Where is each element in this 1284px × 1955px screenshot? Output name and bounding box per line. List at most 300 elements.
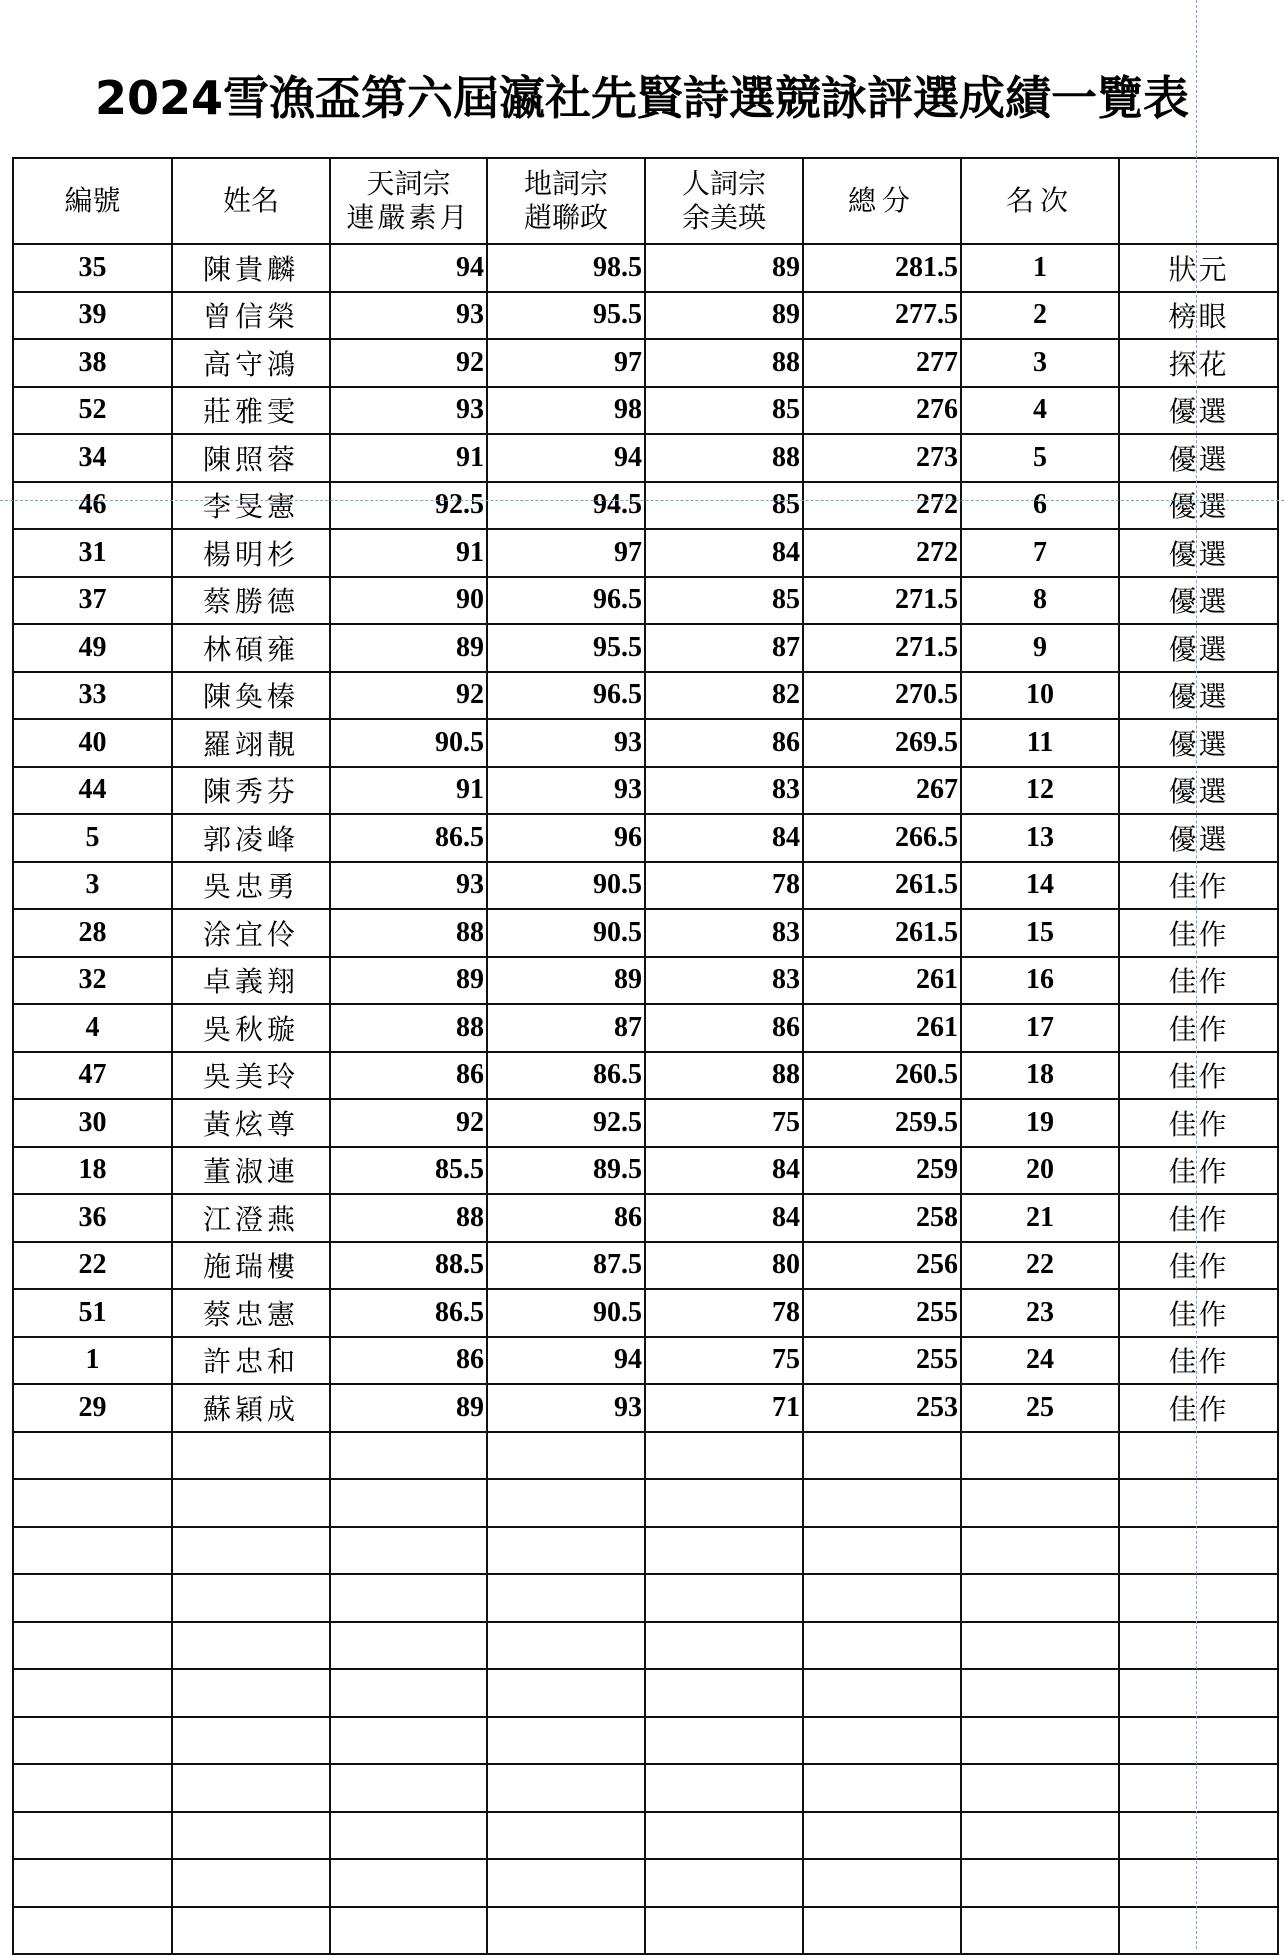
cell-rank: 8 <box>961 577 1119 625</box>
table-row <box>13 434 1278 482</box>
empty-cell <box>172 1859 330 1907</box>
cell-score-judge2: 94.5 <box>487 482 645 530</box>
cell-score-judge3: 89 <box>645 244 803 292</box>
cell-name: 莊雅雯 <box>172 387 330 435</box>
cell-score-judge3: 89 <box>645 292 803 340</box>
cell-name: 卓義翔 <box>172 957 330 1005</box>
cell-award: 優選 <box>1119 672 1278 720</box>
cell-id: 29 <box>13 1384 172 1432</box>
cell-score-judge1: 88 <box>330 1004 487 1052</box>
cell-id: 49 <box>13 624 172 672</box>
cell-award: 佳作 <box>1119 1337 1278 1385</box>
empty-cell <box>803 1669 961 1717</box>
cell-award: 優選 <box>1119 529 1278 577</box>
cell-score-judge1: 89 <box>330 957 487 1005</box>
empty-cell <box>645 1717 803 1765</box>
empty-cell <box>645 1574 803 1622</box>
cell-score-judge2: 93 <box>487 719 645 767</box>
cell-total: 271.5 <box>803 624 961 672</box>
cell-score-judge1: 91 <box>330 767 487 815</box>
empty-cell <box>803 1527 961 1575</box>
cell-award: 優選 <box>1119 482 1278 530</box>
cell-id: 30 <box>13 1099 172 1147</box>
empty-cell <box>13 1812 172 1860</box>
cell-award: 榜眼 <box>1119 292 1278 340</box>
cell-score-judge3: 84 <box>645 814 803 862</box>
cell-id: 34 <box>13 434 172 482</box>
cell-score-judge3: 78 <box>645 862 803 910</box>
cell-total: 259.5 <box>803 1099 961 1147</box>
cell-name: 羅翊靚 <box>172 719 330 767</box>
cell-total: 261 <box>803 957 961 1005</box>
empty-cell <box>13 1859 172 1907</box>
cell-score-judge3: 86 <box>645 719 803 767</box>
empty-cell <box>803 1479 961 1527</box>
empty-cell <box>330 1574 487 1622</box>
cell-id: 3 <box>13 862 172 910</box>
table-row <box>13 387 1278 435</box>
table-row <box>13 1384 1278 1432</box>
cell-score-judge1: 86.5 <box>330 1289 487 1337</box>
empty-cell <box>330 1527 487 1575</box>
table-row <box>13 577 1278 625</box>
header-award <box>1119 158 1278 244</box>
cell-score-judge1: 92 <box>330 339 487 387</box>
empty-cell <box>961 1432 1119 1480</box>
cell-score-judge3: 88 <box>645 339 803 387</box>
cell-total: 271.5 <box>803 577 961 625</box>
cell-score-judge3: 71 <box>645 1384 803 1432</box>
table-row <box>13 529 1278 577</box>
cell-id: 22 <box>13 1242 172 1290</box>
empty-cell <box>961 1717 1119 1765</box>
cell-score-judge2: 98.5 <box>487 244 645 292</box>
cell-score-judge1: 93 <box>330 292 487 340</box>
empty-cell <box>487 1669 645 1717</box>
empty-cell <box>330 1669 487 1717</box>
cell-score-judge3: 83 <box>645 767 803 815</box>
empty-cell <box>172 1432 330 1480</box>
cell-id: 35 <box>13 244 172 292</box>
cell-id: 39 <box>13 292 172 340</box>
header-judge2-name: 趙聯政 <box>523 201 608 234</box>
cell-total: 255 <box>803 1289 961 1337</box>
empty-cell <box>13 1527 172 1575</box>
cell-name: 曾信榮 <box>172 292 330 340</box>
empty-cell <box>172 1574 330 1622</box>
empty-cell <box>172 1764 330 1812</box>
cell-total: 266.5 <box>803 814 961 862</box>
cell-award: 優選 <box>1119 387 1278 435</box>
table-row <box>13 1337 1278 1385</box>
cell-name: 楊明杉 <box>172 529 330 577</box>
cell-rank: 11 <box>961 719 1119 767</box>
cell-id: 37 <box>13 577 172 625</box>
empty-cell <box>487 1574 645 1622</box>
cell-score-judge1: 94 <box>330 244 487 292</box>
table-row <box>13 1004 1278 1052</box>
cell-score-judge2: 93 <box>487 767 645 815</box>
cell-score-judge1: 93 <box>330 387 487 435</box>
table-row <box>13 1289 1278 1337</box>
cell-name: 涂宜伶 <box>172 909 330 957</box>
empty-cell <box>487 1527 645 1575</box>
cell-award: 佳作 <box>1119 1194 1278 1242</box>
header-id: 編號 <box>13 158 172 244</box>
empty-cell <box>172 1812 330 1860</box>
cell-score-judge1: 86.5 <box>330 814 487 862</box>
cell-id: 46 <box>13 482 172 530</box>
cell-score-judge1: 86 <box>330 1337 487 1385</box>
cell-name: 施瑞樓 <box>172 1242 330 1290</box>
cell-name: 蘇穎成 <box>172 1384 330 1432</box>
empty-cell <box>172 1669 330 1717</box>
cell-score-judge2: 89.5 <box>487 1147 645 1195</box>
cell-name: 陳貴麟 <box>172 244 330 292</box>
cell-score-judge3: 85 <box>645 577 803 625</box>
cell-id: 40 <box>13 719 172 767</box>
table-row <box>13 862 1278 910</box>
cell-score-judge1: 88 <box>330 1194 487 1242</box>
empty-cell <box>645 1859 803 1907</box>
cell-score-judge2: 94 <box>487 434 645 482</box>
cell-rank: 18 <box>961 1052 1119 1100</box>
cell-score-judge1: 92.5 <box>330 482 487 530</box>
empty-cell <box>961 1669 1119 1717</box>
cell-total: 272 <box>803 529 961 577</box>
cell-total: 267 <box>803 767 961 815</box>
cell-total: 259 <box>803 1147 961 1195</box>
table-row <box>13 1052 1278 1100</box>
cell-total: 277 <box>803 339 961 387</box>
table-row <box>13 292 1278 340</box>
cell-rank: 16 <box>961 957 1119 1005</box>
cell-score-judge3: 84 <box>645 1194 803 1242</box>
cell-name: 許忠和 <box>172 1337 330 1385</box>
cell-total: 260.5 <box>803 1052 961 1100</box>
cell-award: 佳作 <box>1119 1052 1278 1100</box>
cell-score-judge3: 88 <box>645 434 803 482</box>
cell-score-judge3: 85 <box>645 482 803 530</box>
cell-score-judge2: 96.5 <box>487 577 645 625</box>
cell-score-judge2: 87.5 <box>487 1242 645 1290</box>
cell-award: 優選 <box>1119 434 1278 482</box>
cell-rank: 22 <box>961 1242 1119 1290</box>
cell-score-judge1: 90 <box>330 577 487 625</box>
cell-score-judge1: 88 <box>330 909 487 957</box>
cell-total: 253 <box>803 1384 961 1432</box>
empty-cell <box>1119 1479 1278 1527</box>
cell-score-judge1: 86 <box>330 1052 487 1100</box>
table-row <box>13 339 1278 387</box>
cell-total: 258 <box>803 1194 961 1242</box>
empty-cell <box>803 1812 961 1860</box>
empty-cell <box>645 1479 803 1527</box>
cell-total: 256 <box>803 1242 961 1290</box>
header-judge1-name: 連嚴素月 <box>346 201 471 234</box>
cell-rank: 23 <box>961 1289 1119 1337</box>
table-row <box>13 482 1278 530</box>
cell-id: 18 <box>13 1147 172 1195</box>
header-judge3 <box>645 158 803 244</box>
empty-cell <box>330 1717 487 1765</box>
cell-total: 269.5 <box>803 719 961 767</box>
cell-award: 佳作 <box>1119 957 1278 1005</box>
empty-cell <box>803 1859 961 1907</box>
header-name: 姓名 <box>172 158 330 244</box>
cell-total: 255 <box>803 1337 961 1385</box>
empty-cell <box>645 1432 803 1480</box>
table-row <box>13 244 1278 292</box>
empty-table-row <box>13 1812 1278 1860</box>
empty-table-row <box>13 1764 1278 1812</box>
empty-cell <box>1119 1432 1278 1480</box>
empty-cell <box>13 1432 172 1480</box>
table-row <box>13 1147 1278 1195</box>
cell-name: 高守鴻 <box>172 339 330 387</box>
cell-rank: 14 <box>961 862 1119 910</box>
cell-score-judge3: 78 <box>645 1289 803 1337</box>
cell-award: 佳作 <box>1119 1384 1278 1432</box>
cell-award: 佳作 <box>1119 1099 1278 1147</box>
empty-table-row <box>13 1717 1278 1765</box>
empty-cell <box>330 1432 487 1480</box>
empty-cell <box>645 1669 803 1717</box>
cell-score-judge2: 93 <box>487 1384 645 1432</box>
header-judge2 <box>487 158 645 244</box>
cell-rank: 21 <box>961 1194 1119 1242</box>
cell-award: 佳作 <box>1119 1004 1278 1052</box>
cell-rank: 19 <box>961 1099 1119 1147</box>
cell-name: 林碩雍 <box>172 624 330 672</box>
empty-cell <box>330 1859 487 1907</box>
empty-cell <box>13 1669 172 1717</box>
cell-rank: 15 <box>961 909 1119 957</box>
empty-cell <box>172 1907 330 1955</box>
empty-cell <box>1119 1669 1278 1717</box>
cell-score-judge2: 92.5 <box>487 1099 645 1147</box>
cell-id: 32 <box>13 957 172 1005</box>
cell-score-judge1: 93 <box>330 862 487 910</box>
empty-cell <box>487 1764 645 1812</box>
empty-cell <box>330 1479 487 1527</box>
cell-award: 佳作 <box>1119 1289 1278 1337</box>
cell-score-judge1: 89 <box>330 1384 487 1432</box>
cell-total: 272 <box>803 482 961 530</box>
empty-cell <box>172 1717 330 1765</box>
empty-cell <box>330 1812 487 1860</box>
cell-award: 優選 <box>1119 719 1278 767</box>
guide-line-vertical <box>1196 0 1197 1949</box>
empty-cell <box>487 1907 645 1955</box>
header-judge3-name: 余美瑛 <box>681 201 766 234</box>
empty-cell <box>961 1812 1119 1860</box>
cell-score-judge2: 95.5 <box>487 624 645 672</box>
cell-score-judge1: 91 <box>330 529 487 577</box>
empty-cell <box>13 1717 172 1765</box>
table-row <box>13 909 1278 957</box>
empty-cell <box>645 1764 803 1812</box>
cell-score-judge2: 96.5 <box>487 672 645 720</box>
table-row <box>13 1242 1278 1290</box>
empty-cell <box>172 1622 330 1670</box>
cell-score-judge3: 87 <box>645 624 803 672</box>
cell-score-judge2: 94 <box>487 1337 645 1385</box>
cell-award: 優選 <box>1119 577 1278 625</box>
cell-score-judge3: 85 <box>645 387 803 435</box>
cell-award: 佳作 <box>1119 862 1278 910</box>
table-row <box>13 719 1278 767</box>
cell-score-judge2: 97 <box>487 339 645 387</box>
cell-score-judge3: 75 <box>645 1337 803 1385</box>
empty-cell <box>13 1622 172 1670</box>
cell-award: 佳作 <box>1119 1242 1278 1290</box>
cell-award: 優選 <box>1119 767 1278 815</box>
cell-total: 276 <box>803 387 961 435</box>
empty-cell <box>803 1622 961 1670</box>
cell-total: 273 <box>803 434 961 482</box>
cell-rank: 2 <box>961 292 1119 340</box>
cell-score-judge3: 83 <box>645 909 803 957</box>
cell-score-judge2: 89 <box>487 957 645 1005</box>
empty-table-row <box>13 1859 1278 1907</box>
cell-id: 51 <box>13 1289 172 1337</box>
cell-score-judge1: 88.5 <box>330 1242 487 1290</box>
empty-cell <box>330 1622 487 1670</box>
header-rank: 名次 <box>961 158 1119 244</box>
cell-name: 吳秋璇 <box>172 1004 330 1052</box>
empty-cell <box>487 1622 645 1670</box>
cell-rank: 1 <box>961 244 1119 292</box>
cell-total: 270.5 <box>803 672 961 720</box>
empty-cell <box>803 1717 961 1765</box>
cell-rank: 25 <box>961 1384 1119 1432</box>
cell-score-judge2: 86.5 <box>487 1052 645 1100</box>
cell-rank: 3 <box>961 339 1119 387</box>
empty-cell <box>487 1479 645 1527</box>
cell-score-judge1: 92 <box>330 672 487 720</box>
cell-name: 吳美玲 <box>172 1052 330 1100</box>
empty-table-row <box>13 1574 1278 1622</box>
cell-award: 探花 <box>1119 339 1278 387</box>
empty-cell <box>645 1812 803 1860</box>
cell-id: 38 <box>13 339 172 387</box>
empty-cell <box>1119 1622 1278 1670</box>
cell-score-judge1: 92 <box>330 1099 487 1147</box>
cell-id: 5 <box>13 814 172 862</box>
empty-cell <box>645 1527 803 1575</box>
page-title: 2024雪漁盃第六屆瀛社先賢詩選競詠評選成績一覽表 <box>94 71 1190 125</box>
empty-cell <box>13 1479 172 1527</box>
empty-cell <box>961 1574 1119 1622</box>
cell-name: 陳奐榛 <box>172 672 330 720</box>
cell-score-judge1: 91 <box>330 434 487 482</box>
empty-cell <box>1119 1764 1278 1812</box>
empty-table-row <box>13 1479 1278 1527</box>
cell-score-judge2: 86 <box>487 1194 645 1242</box>
cell-id: 52 <box>13 387 172 435</box>
cell-score-judge3: 84 <box>645 1147 803 1195</box>
empty-cell <box>803 1907 961 1955</box>
cell-score-judge3: 75 <box>645 1099 803 1147</box>
cell-total: 261.5 <box>803 909 961 957</box>
empty-cell <box>961 1479 1119 1527</box>
empty-cell <box>1119 1527 1278 1575</box>
cell-name: 蔡勝德 <box>172 577 330 625</box>
table-row <box>13 957 1278 1005</box>
cell-name: 江澄燕 <box>172 1194 330 1242</box>
cell-score-judge2: 90.5 <box>487 1289 645 1337</box>
empty-cell <box>1119 1717 1278 1765</box>
table-row <box>13 1099 1278 1147</box>
header-total: 總分 <box>803 158 961 244</box>
header-judge1-title: 天詞宗 <box>366 167 451 200</box>
cell-score-judge1: 85.5 <box>330 1147 487 1195</box>
empty-cell <box>1119 1859 1278 1907</box>
empty-cell <box>803 1432 961 1480</box>
table-row <box>13 814 1278 862</box>
empty-cell <box>487 1812 645 1860</box>
empty-cell <box>1119 1812 1278 1860</box>
empty-table-row <box>13 1622 1278 1670</box>
empty-cell <box>13 1764 172 1812</box>
empty-cell <box>645 1907 803 1955</box>
cell-rank: 6 <box>961 482 1119 530</box>
cell-rank: 4 <box>961 387 1119 435</box>
cell-award: 佳作 <box>1119 909 1278 957</box>
cell-score-judge3: 86 <box>645 1004 803 1052</box>
table-row <box>13 767 1278 815</box>
empty-cell <box>961 1907 1119 1955</box>
cell-id: 33 <box>13 672 172 720</box>
cell-score-judge2: 90.5 <box>487 862 645 910</box>
empty-cell <box>330 1764 487 1812</box>
cell-rank: 5 <box>961 434 1119 482</box>
cell-id: 44 <box>13 767 172 815</box>
cell-score-judge2: 98 <box>487 387 645 435</box>
empty-cell <box>172 1527 330 1575</box>
cell-rank: 13 <box>961 814 1119 862</box>
cell-rank: 17 <box>961 1004 1119 1052</box>
cell-id: 36 <box>13 1194 172 1242</box>
cell-rank: 24 <box>961 1337 1119 1385</box>
cell-award: 優選 <box>1119 814 1278 862</box>
cell-score-judge1: 90.5 <box>330 719 487 767</box>
empty-cell <box>1119 1574 1278 1622</box>
empty-cell <box>961 1764 1119 1812</box>
cell-name: 陳照蓉 <box>172 434 330 482</box>
cell-score-judge2: 87 <box>487 1004 645 1052</box>
cell-name: 陳秀芬 <box>172 767 330 815</box>
empty-cell <box>13 1907 172 1955</box>
cell-award: 狀元 <box>1119 244 1278 292</box>
cell-score-judge3: 84 <box>645 529 803 577</box>
cell-id: 1 <box>13 1337 172 1385</box>
empty-cell <box>1119 1907 1278 1955</box>
cell-total: 277.5 <box>803 292 961 340</box>
cell-score-judge1: 89 <box>330 624 487 672</box>
table-header-row <box>13 158 1278 244</box>
empty-cell <box>803 1574 961 1622</box>
cell-score-judge3: 82 <box>645 672 803 720</box>
empty-table-row <box>13 1432 1278 1480</box>
cell-rank: 9 <box>961 624 1119 672</box>
cell-score-judge2: 90.5 <box>487 909 645 957</box>
cell-total: 261 <box>803 1004 961 1052</box>
empty-cell <box>487 1432 645 1480</box>
cell-score-judge3: 88 <box>645 1052 803 1100</box>
cell-award: 佳作 <box>1119 1147 1278 1195</box>
